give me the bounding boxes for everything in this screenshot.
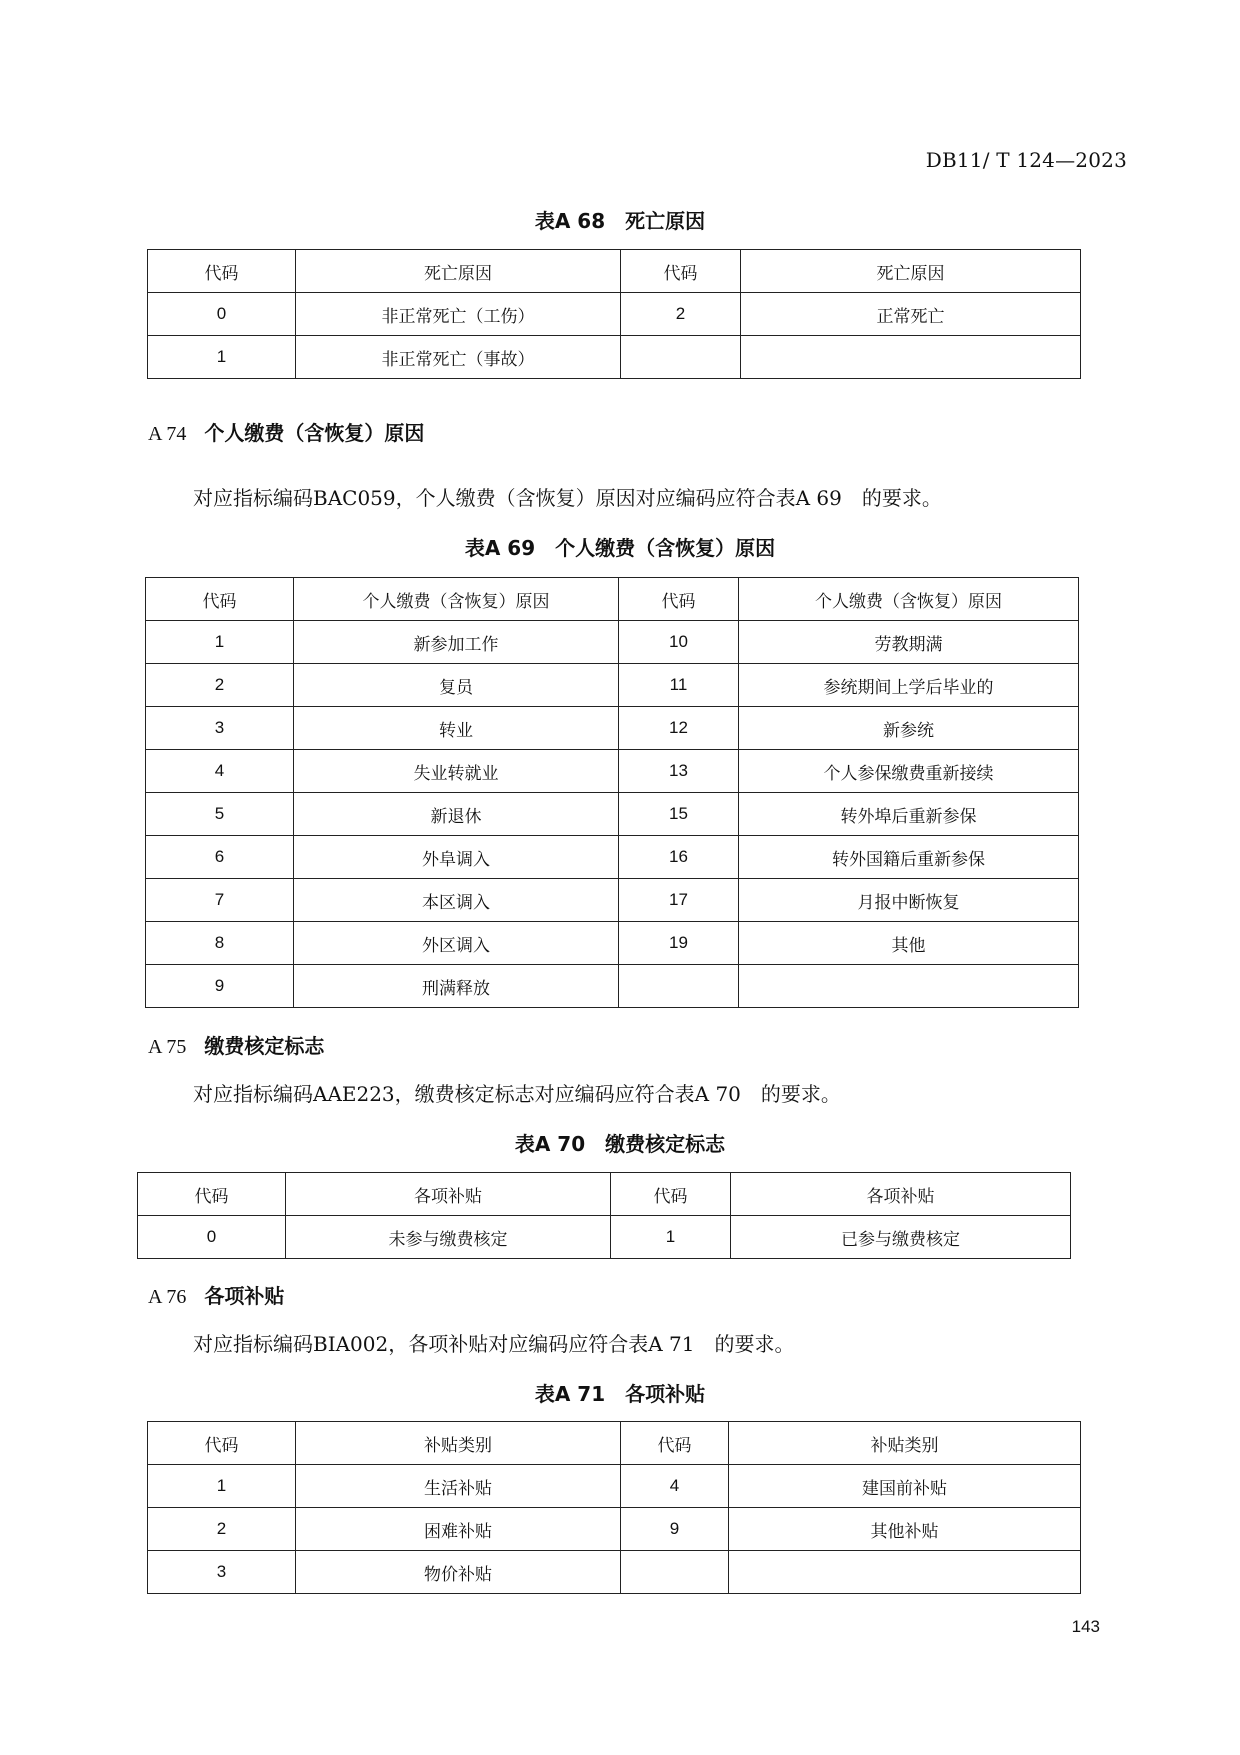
code-cell: 3 (146, 707, 294, 750)
code-cell: 11 (619, 664, 739, 707)
table-row (146, 879, 1079, 922)
header-cell: 代码 (146, 578, 294, 621)
section-74-heading (148, 417, 424, 446)
table-header-row (138, 1173, 1071, 1216)
code-cell: 1 (148, 1465, 296, 1508)
table-row (146, 621, 1079, 664)
code-cell: 1 (148, 336, 296, 379)
code-cell: 5 (146, 793, 294, 836)
description-cell: 物价补贴 (296, 1551, 621, 1594)
table-row (146, 836, 1079, 879)
code-cell: 17 (619, 879, 739, 922)
table-70 (137, 1172, 1071, 1259)
table-71 (147, 1421, 1081, 1594)
table-70-caption: 表A 70 缴费核定标志 (514, 1132, 726, 1156)
code-cell: 1 (611, 1216, 731, 1259)
description-cell (729, 1551, 1081, 1594)
code-cell (621, 1551, 729, 1594)
code-cell: 4 (621, 1465, 729, 1508)
description-cell: 转外埠后重新参保 (739, 793, 1079, 836)
table-row (146, 664, 1079, 707)
header-cell: 代码 (611, 1173, 731, 1216)
description-cell: 其他补贴 (729, 1508, 1081, 1551)
table-row (148, 1551, 1081, 1594)
code-cell: 8 (146, 922, 294, 965)
section-76-number: A 76 (148, 1286, 187, 1308)
section-76-text: 对应指标编码BIA002，各项补贴对应编码应符合表A 71 的要求。 (193, 1332, 795, 1356)
description-cell (741, 336, 1081, 379)
description-cell: 参统期间上学后毕业的 (739, 664, 1079, 707)
table-row (146, 793, 1079, 836)
table-header-row (148, 250, 1081, 293)
code-cell: 4 (146, 750, 294, 793)
code-cell (619, 965, 739, 1008)
description-cell: 非正常死亡（工伤） (296, 293, 621, 336)
header-cell: 死亡原因 (741, 250, 1081, 293)
table-row (138, 1216, 1071, 1259)
header-cell: 代码 (621, 1422, 729, 1465)
header-cell: 各项补贴 (731, 1173, 1071, 1216)
table-68-caption: 表A 68 死亡原因 (534, 209, 706, 233)
table-row (148, 336, 1081, 379)
description-cell: 外区调入 (294, 922, 619, 965)
table-row (146, 922, 1079, 965)
section-75-number: A 75 (148, 1036, 187, 1058)
section-76-title: 各项补贴 (204, 1284, 285, 1308)
description-cell: 个人参保缴费重新接续 (739, 750, 1079, 793)
code-cell: 16 (619, 836, 739, 879)
description-cell: 失业转就业 (294, 750, 619, 793)
code-cell: 15 (619, 793, 739, 836)
description-cell: 劳教期满 (739, 621, 1079, 664)
description-cell: 生活补贴 (296, 1465, 621, 1508)
header-cell: 代码 (138, 1173, 286, 1216)
page-number: 143 (1071, 1617, 1100, 1636)
code-cell: 6 (146, 836, 294, 879)
description-cell: 外阜调入 (294, 836, 619, 879)
header-cell: 补贴类别 (729, 1422, 1081, 1465)
description-cell: 困难补贴 (296, 1508, 621, 1551)
table-header-row (148, 1422, 1081, 1465)
header-cell: 个人缴费（含恢复）原因 (739, 578, 1079, 621)
description-cell: 新退休 (294, 793, 619, 836)
description-cell: 建国前补贴 (729, 1465, 1081, 1508)
table-row (146, 707, 1079, 750)
header-cell: 个人缴费（含恢复）原因 (294, 578, 619, 621)
code-cell: 9 (146, 965, 294, 1008)
code-cell (621, 336, 741, 379)
code-cell: 2 (146, 664, 294, 707)
section-75-text: 对应指标编码AAE223，缴费核定标志对应编码应符合表A 70 的要求。 (193, 1082, 841, 1106)
code-cell: 3 (148, 1551, 296, 1594)
table-header-row (146, 578, 1079, 621)
description-cell: 转外国籍后重新参保 (739, 836, 1079, 879)
table-row (148, 1508, 1081, 1551)
header-cell: 代码 (621, 250, 741, 293)
section-74-number: A 74 (148, 423, 187, 445)
table-row (148, 1465, 1081, 1508)
code-cell: 13 (619, 750, 739, 793)
table-row (146, 965, 1079, 1008)
description-cell: 正常死亡 (741, 293, 1081, 336)
header-cell: 代码 (148, 1422, 296, 1465)
document-id: DB11/ T 124—2023 (925, 148, 1127, 172)
section-74-title: 个人缴费（含恢复）原因 (204, 421, 425, 445)
code-cell: 0 (148, 293, 296, 336)
table-69-caption: 表A 69 个人缴费（含恢复）原因 (464, 536, 776, 560)
description-cell: 复员 (294, 664, 619, 707)
code-cell: 10 (619, 621, 739, 664)
description-cell: 已参与缴费核定 (731, 1216, 1071, 1259)
description-cell: 转业 (294, 707, 619, 750)
section-76-heading (148, 1280, 284, 1309)
table-68 (147, 249, 1081, 379)
header-cell: 代码 (619, 578, 739, 621)
description-cell: 非正常死亡（事故） (296, 336, 621, 379)
description-cell: 未参与缴费核定 (286, 1216, 611, 1259)
code-cell: 0 (138, 1216, 286, 1259)
description-cell: 月报中断恢复 (739, 879, 1079, 922)
header-cell: 各项补贴 (286, 1173, 611, 1216)
description-cell: 其他 (739, 922, 1079, 965)
description-cell: 新参统 (739, 707, 1079, 750)
description-cell: 刑满释放 (294, 965, 619, 1008)
section-74-text: 对应指标编码BAC059，个人缴费（含恢复）原因对应编码应符合表A 69 的要求。 (193, 486, 942, 510)
description-cell: 新参加工作 (294, 621, 619, 664)
table-row (148, 293, 1081, 336)
code-cell: 9 (621, 1508, 729, 1551)
section-75-title: 缴费核定标志 (204, 1034, 325, 1058)
header-cell: 代码 (148, 250, 296, 293)
code-cell: 12 (619, 707, 739, 750)
code-cell: 7 (146, 879, 294, 922)
header-cell: 死亡原因 (296, 250, 621, 293)
description-cell (739, 965, 1079, 1008)
code-cell: 19 (619, 922, 739, 965)
description-cell: 本区调入 (294, 879, 619, 922)
table-69 (145, 577, 1079, 1008)
code-cell: 2 (148, 1508, 296, 1551)
section-75-heading (148, 1030, 324, 1059)
table-71-caption: 表A 71 各项补贴 (534, 1382, 706, 1406)
header-cell: 补贴类别 (296, 1422, 621, 1465)
table-row (146, 750, 1079, 793)
code-cell: 2 (621, 293, 741, 336)
code-cell: 1 (146, 621, 294, 664)
